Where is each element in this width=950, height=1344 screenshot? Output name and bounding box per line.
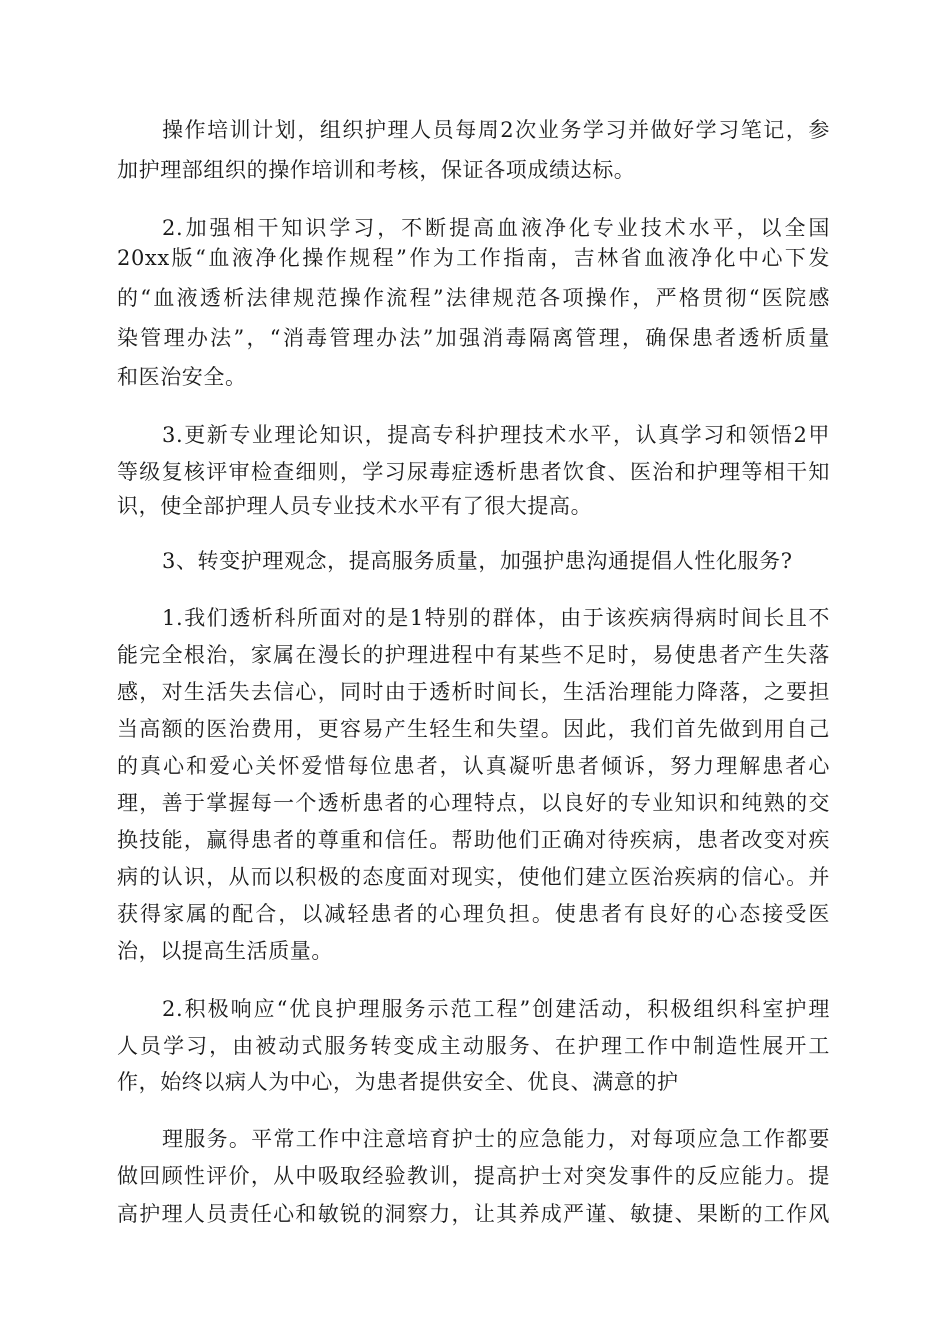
text-line: 获得家属的配合，以减轻患者的心理负担。使患者有良好的心态接受医 xyxy=(117,902,830,926)
text-line: 理，善于掌握每一个透析患者的心理特点，以良好的专业知识和纯熟的交 xyxy=(117,791,830,815)
text-line: 3.更新专业理论知识，提高专科护理技术水平，认真学习和领悟2甲 xyxy=(162,423,830,447)
text-line: 高护理人员责任心和敏锐的洞察力，让其养成严谨、敏捷、果断的工作风 xyxy=(117,1202,830,1226)
text-line: 作，始终以病人为中心，为患者提供安全、优良、满意的护 xyxy=(117,1070,679,1094)
text-line: 3、转变护理观念，提高服务质量，加强护患沟通提倡人性化服务? xyxy=(162,549,793,573)
text-line: 加护理部组织的操作培训和考核，保证各项成绩达标。 xyxy=(117,158,636,182)
text-line: 病的认识，从而以积极的态度面对现实，使他们建立医治疾病的信心。并 xyxy=(117,865,830,889)
text-line: 换技能，赢得患者的尊重和信任。帮助他们正确对待疾病，患者改变对疾 xyxy=(117,828,830,852)
text-line: 治，以提高生活质量。 xyxy=(117,939,333,963)
text-line: 当高额的医治费用，更容易产生轻生和失望。因此，我们首先做到用自己 xyxy=(117,717,830,741)
text-line: 的真心和爱心关怀爱惜每位患者，认真凝听患者倾诉，努力理解患者心 xyxy=(117,754,830,778)
text-line: 做回顾性评价，从中吸取经验教训，提高护士对突发事件的反应能力。提 xyxy=(117,1164,830,1188)
text-line: 人员学习，由被动式服务转变成主动服务、在护理工作中制造性展开工 xyxy=(117,1034,830,1058)
text-line: 20xx版“血液净化操作规程”作为工作指南，吉林省血液净化中心下发 xyxy=(117,246,830,270)
text-line: 能完全根治，家属在漫长的护理进程中有某些不足时，易使患者产生失落 xyxy=(117,643,830,667)
text-line: 操作培训计划，组织护理人员每周2次业务学习并做好学习笔记，参 xyxy=(162,118,830,142)
text-line: 的“血液透析法律规范操作流程”法律规范各项操作，严格贯彻“医院感 xyxy=(117,286,830,310)
text-line: 感，对生活失去信心，同时由于透析时间长，生活治理能力降落，之要担 xyxy=(117,680,830,704)
text-line: 理服务。平常工作中注意培育护士的应急能力，对每项应急工作都要 xyxy=(162,1127,830,1151)
text-line: 和医治安全。 xyxy=(117,365,247,389)
text-line: 2.积极响应“优良护理服务示范工程”创建活动，积极组织科室护理 xyxy=(162,997,830,1021)
text-line: 识，使全部护理人员专业技术水平有了很大提高。 xyxy=(117,494,593,518)
text-line: 2.加强相干知识学习，不断提高血液净化专业技术水平，以全国 xyxy=(162,216,830,240)
text-line: 1.我们透析科所面对的是1特别的群体，由于该疾病得病时间长且不 xyxy=(162,606,830,630)
text-line: 等级复核评审检查细则，学习尿毒症透析患者饮食、医治和护理等相干知 xyxy=(117,460,830,484)
text-line: 染管理办法”，“消毒管理办法”加强消毒隔离管理，确保患者透析质量 xyxy=(117,326,830,350)
